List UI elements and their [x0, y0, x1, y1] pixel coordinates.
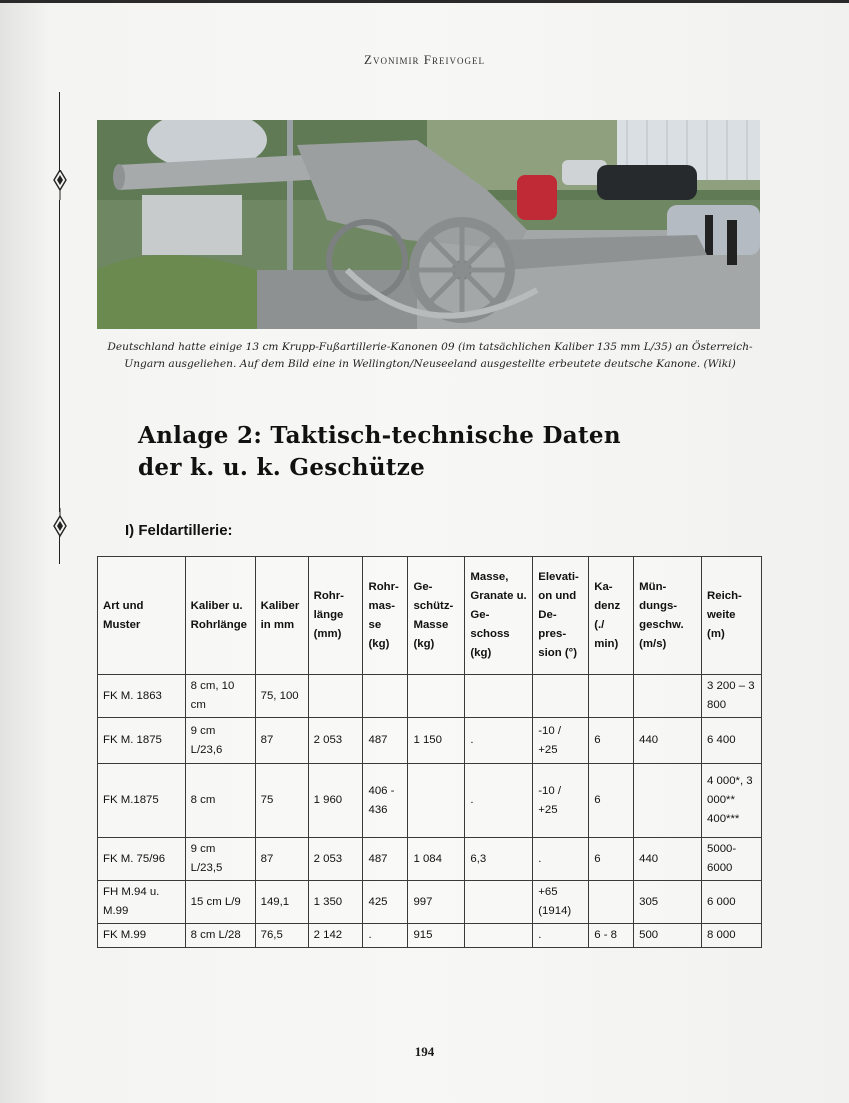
- table-cell: 6 000: [702, 881, 762, 924]
- table-cell: 6: [589, 764, 634, 838]
- column-header: Ka-denz (./ min): [589, 557, 634, 675]
- running-header: Zvonimir Freivogel: [364, 52, 485, 67]
- column-header: Mün-dungs-geschw. (m/s): [634, 557, 702, 675]
- section-heading: I) Feldartillerie:: [125, 522, 233, 539]
- table-cell: FK M. 75/96: [98, 838, 186, 881]
- table-cell: 2 053: [308, 838, 363, 881]
- table-cell: [308, 675, 363, 718]
- table-cell: [634, 675, 702, 718]
- table-cell: 6 - 8: [589, 924, 634, 948]
- table-cell: 149,1: [255, 881, 308, 924]
- table-cell: .: [533, 838, 589, 881]
- table-cell: .: [533, 924, 589, 948]
- table-cell: 15 cm L/9: [185, 881, 255, 924]
- column-header: Kaliber u. Rohrlänge: [185, 557, 255, 675]
- table-cell: 4 000*, 3 000** 400***: [702, 764, 762, 838]
- ornament-line-middle: [59, 200, 60, 512]
- table-cell: 8 cm: [185, 764, 255, 838]
- table-cell: .: [363, 924, 408, 948]
- table-cell: 9 cm L/23,5: [185, 838, 255, 881]
- column-header: Rohr-mas-se (kg): [363, 557, 408, 675]
- table-cell: .: [465, 764, 533, 838]
- column-header: Rohr-länge (mm): [308, 557, 363, 675]
- table-cell: [408, 764, 465, 838]
- table-cell: 305: [634, 881, 702, 924]
- column-header: Reich-weite (m): [702, 557, 762, 675]
- table-cell: 406 - 436: [363, 764, 408, 838]
- table-cell: 6 400: [702, 718, 762, 764]
- table-cell: 6: [589, 718, 634, 764]
- table-cell: FK M.99: [98, 924, 186, 948]
- table-cell: FK M. 1875: [98, 718, 186, 764]
- table-cell: 8 000: [702, 924, 762, 948]
- table-cell: 915: [408, 924, 465, 948]
- table-cell: 997: [408, 881, 465, 924]
- table-cell: 500: [634, 924, 702, 948]
- table-cell: 487: [363, 718, 408, 764]
- table-row: [98, 764, 762, 838]
- table-cell: 425: [363, 881, 408, 924]
- table-cell: [589, 881, 634, 924]
- table-cell: [465, 881, 533, 924]
- table-cell: 87: [255, 718, 308, 764]
- field-artillery-table: [97, 556, 762, 948]
- table-row: [98, 881, 762, 924]
- table-cell: 6,3: [465, 838, 533, 881]
- table-cell: 487: [363, 838, 408, 881]
- table-row: [98, 838, 762, 881]
- appendix-title: [138, 420, 738, 484]
- table-cell: [634, 764, 702, 838]
- title-line-2: der k. u. k. Geschütze: [138, 454, 426, 481]
- page-number: 194: [414, 1044, 435, 1059]
- table-cell: 5000-6000: [702, 838, 762, 881]
- table-cell: -10 / +25: [533, 764, 589, 838]
- diamond-ornament-icon: [50, 170, 70, 200]
- table-cell: [363, 675, 408, 718]
- table-cell: 9 cm L/23,6: [185, 718, 255, 764]
- table-cell: 2 053: [308, 718, 363, 764]
- table-cell: +65 (1914): [533, 881, 589, 924]
- table-cell: [408, 675, 465, 718]
- scan-edge: [0, 0, 849, 3]
- column-header: Ge-schütz-Masse (kg): [408, 557, 465, 675]
- table-cell: 3 200 – 3 800: [702, 675, 762, 718]
- table-cell: FK M. 1863: [98, 675, 186, 718]
- table-header-row: [98, 557, 762, 675]
- table-cell: .: [465, 718, 533, 764]
- table-cell: 8 cm, 10 cm: [185, 675, 255, 718]
- ornament-line-top: [59, 92, 60, 172]
- ornament-line-bottom: [59, 536, 60, 564]
- table-cell: 6: [589, 838, 634, 881]
- table-row: [98, 675, 762, 718]
- table-cell: -10 / +25: [533, 718, 589, 764]
- table-cell: 75, 100: [255, 675, 308, 718]
- table-cell: 1 960: [308, 764, 363, 838]
- table-cell: [589, 675, 634, 718]
- table-cell: 75: [255, 764, 308, 838]
- table-cell: FH M.94 u. M.99: [98, 881, 186, 924]
- column-header: Elevati-on und De-pres-sion (°): [533, 557, 589, 675]
- table-cell: 8 cm L/28: [185, 924, 255, 948]
- table-cell: 1 150: [408, 718, 465, 764]
- table-cell: 440: [634, 718, 702, 764]
- column-header: Masse, Granate u. Ge-schoss (kg): [465, 557, 533, 675]
- table-cell: [533, 675, 589, 718]
- column-header: Art und Muster: [98, 557, 186, 675]
- table-cell: 440: [634, 838, 702, 881]
- table-cell: 1 350: [308, 881, 363, 924]
- figure-caption: Deutschland hatte einige 13 cm Krupp-Fußartillerie-Kanonen 09 (im tatsächlichen Kaliber 135 mm L/35) an Österreich-Ungarn ausgeliehen. Auf dem Bild eine in Wellington/Neuseeland ausgestellte erbeutete deutsche Kanone. (Wiki): [107, 341, 753, 370]
- table-cell: 1 084: [408, 838, 465, 881]
- column-header: Kaliber in mm: [255, 557, 308, 675]
- table-cell: 76,5: [255, 924, 308, 948]
- table-cell: 2 142: [308, 924, 363, 948]
- table-cell: [465, 924, 533, 948]
- table-cell: 87: [255, 838, 308, 881]
- table-row: [98, 718, 762, 764]
- table-cell: [465, 675, 533, 718]
- title-line-1: Anlage 2: Taktisch-technische Daten: [138, 422, 621, 449]
- diamond-ornament-icon: [50, 508, 70, 538]
- cannon-photograph: [97, 120, 760, 329]
- table-row: [98, 924, 762, 948]
- table-cell: FK M.1875: [98, 764, 186, 838]
